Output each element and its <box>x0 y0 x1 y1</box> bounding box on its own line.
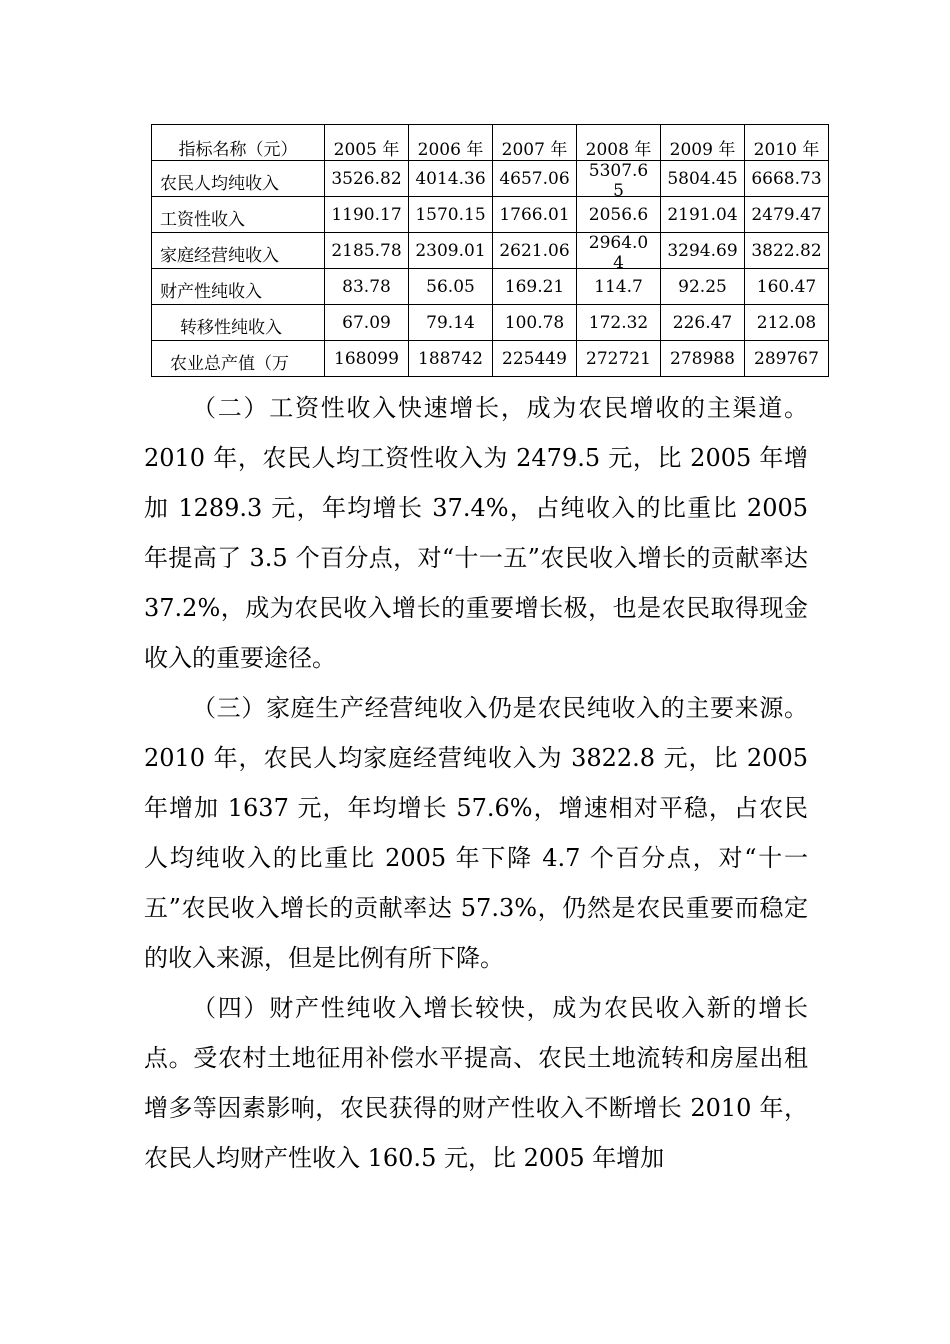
row-label-cell: 工资性收入 <box>152 197 325 233</box>
table-cell: 2621.06 <box>493 233 577 269</box>
table-row <box>152 305 829 341</box>
table-cell: 168099 <box>325 341 409 377</box>
table-cell: 226.47 <box>661 305 745 341</box>
table-cell: 3526.82 <box>325 161 409 197</box>
table-cell: 2479.47 <box>745 197 829 233</box>
table-header-cell: 2009 年 <box>661 125 745 161</box>
table-cell: 2309.01 <box>409 233 493 269</box>
table-cell: 92.25 <box>661 269 745 305</box>
row-label-cell: 农业总产值（万 <box>152 341 325 377</box>
table-cell: 100.78 <box>493 305 577 341</box>
table-row <box>152 233 829 269</box>
table-cell: 5307.65 <box>577 161 661 197</box>
table-cell: 188742 <box>409 341 493 377</box>
table-cell: 1190.17 <box>325 197 409 233</box>
table-cell: 2191.04 <box>661 197 745 233</box>
paragraph-wage-income: （二）工资性收入快速增长，成为农民增收的主渠道。2010 年，农民人均工资性收入为 2479.5 元，比 2005 年增加 1289.3 元，年均增长 37.4%，占纯收入的比重比 2005 年提高了 3.5 个百分点，对“十一五”农民收入增长的贡献率达 37.2%，成为农民收入增长的重要增长极，也是农民取得现金收入的重要途径。 <box>144 394 808 672</box>
table-cell: 1766.01 <box>493 197 577 233</box>
table-cell: 83.78 <box>325 269 409 305</box>
table-header-cell: 2007 年 <box>493 125 577 161</box>
table-cell: 289767 <box>745 341 829 377</box>
table-row <box>152 269 829 305</box>
table-cell: 5804.45 <box>661 161 745 197</box>
paragraph-household-income: （三）家庭生产经营纯收入仍是农民纯收入的主要来源。2010 年，农民人均家庭经营纯收入为 3822.8 元，比 2005 年增加 1637 元，年均增长 57.6%，增速相对平稳，占农民人均纯收入的比重比 2005 年下降 4.7 个百分点，对“十一五”农民收入增长的贡献率达 57.3%，仍然是农民重要而稳定的收入来源，但是比例有所下降。 <box>144 694 808 972</box>
table-header-row <box>152 125 829 161</box>
table-cell: 160.47 <box>745 269 829 305</box>
table-cell: 225449 <box>493 341 577 377</box>
table-cell: 56.05 <box>409 269 493 305</box>
table-header-cell: 指标名称（元） <box>152 125 325 161</box>
table-cell: 2185.78 <box>325 233 409 269</box>
table-cell: 114.7 <box>577 269 661 305</box>
table-header-cell: 2008 年 <box>577 125 661 161</box>
table-cell: 2056.6 <box>577 197 661 233</box>
table-cell: 212.08 <box>745 305 829 341</box>
row-label-cell: 财产性纯收入 <box>152 269 325 305</box>
table-cell: 272721 <box>577 341 661 377</box>
row-label-cell: 农民人均纯收入 <box>152 161 325 197</box>
table-row <box>152 341 829 377</box>
table-cell: 6668.73 <box>745 161 829 197</box>
table-cell: 1570.15 <box>409 197 493 233</box>
paragraph-property-income: （四）财产性纯收入增长较快，成为农民收入新的增长点。受农村土地征用补偿水平提高、农民土地流转和房屋出租增多等因素影响，农民获得的财产性收入不断增长 2010 年，农民人均财产性收入 160.5 元，比 2005 年增加 <box>144 994 808 1172</box>
table-header-cell: 2006 年 <box>409 125 493 161</box>
row-label-cell: 家庭经营纯收入 <box>152 233 325 269</box>
table-cell: 67.09 <box>325 305 409 341</box>
table-cell: 4657.06 <box>493 161 577 197</box>
table-row <box>152 161 829 197</box>
table-cell: 169.21 <box>493 269 577 305</box>
table-header-cell: 2005 年 <box>325 125 409 161</box>
table-cell: 2964.04 <box>577 233 661 269</box>
body-text <box>144 383 808 1183</box>
table-cell: 172.32 <box>577 305 661 341</box>
table-cell: 4014.36 <box>409 161 493 197</box>
row-label-cell: 转移性纯收入 <box>152 305 325 341</box>
income-table <box>151 124 829 377</box>
table-cell: 3294.69 <box>661 233 745 269</box>
table-cell: 3822.82 <box>745 233 829 269</box>
table-row <box>152 197 829 233</box>
table-cell: 79.14 <box>409 305 493 341</box>
table-header-cell: 2010 年 <box>745 125 829 161</box>
table-cell: 278988 <box>661 341 745 377</box>
